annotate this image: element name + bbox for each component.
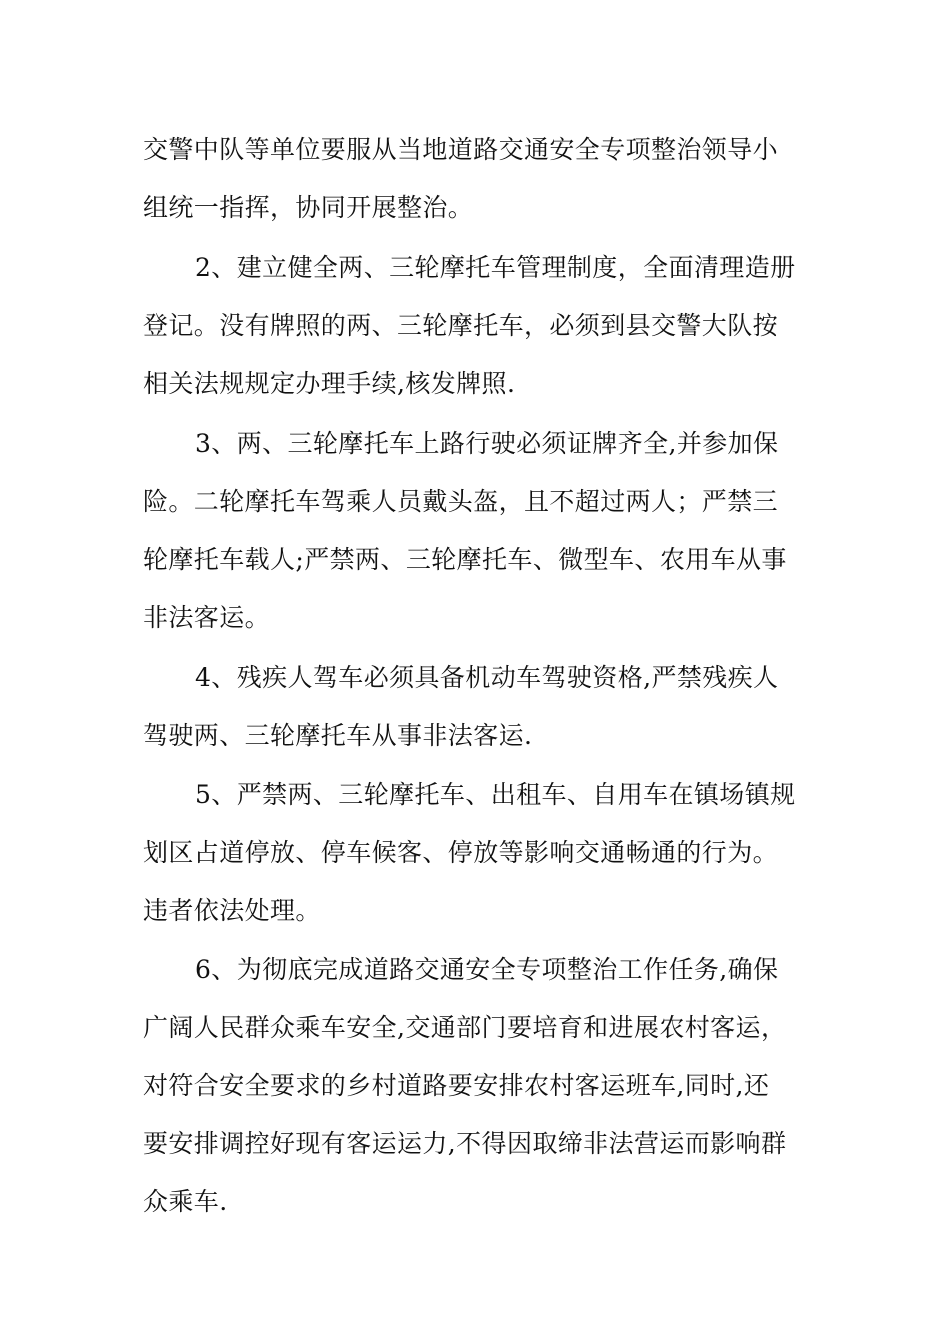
text-line: 对符合安全要求的乡村道路要安排农村客运班车,同时,还	[143, 1071, 770, 1100]
text-line: 险。二轮摩托车驾乘人员戴头盔，且不超过两人；严禁三	[143, 487, 779, 516]
text-line: 广阔人民群众乘车安全,交通部门要培育和进展农村客运，	[143, 1013, 787, 1042]
text-line: 非法客运。	[143, 603, 271, 632]
text-line: 登记。没有牌照的两、三轮摩托车，必须到县交警大队按	[143, 311, 779, 340]
text-line: 交警中队等单位要服从当地道路交通安全专项整治领导小	[143, 135, 779, 164]
text-line: 要安排调控好现有客运运力,不得因取缔非法营运而影响群	[143, 1129, 787, 1158]
text-line: 驾驶两、三轮摩托车从事非法客运.	[143, 721, 533, 750]
text-line: 划区占道停放、停车候客、停放等影响交通畅通的行为。	[143, 838, 779, 867]
paragraph-3-line: 3、两、三轮摩托车上路行驶必须证牌齐全,并参加保	[195, 429, 779, 458]
text-line: 相关法规规定办理手续,核发牌照.	[143, 369, 516, 398]
paragraph-5-line: 5、严禁两、三轮摩托车、出租车、自用车在镇场镇规	[195, 780, 796, 809]
paragraph-6-line: 6、为彻底完成道路交通安全专项整治工作任务,确保	[195, 955, 779, 984]
text-line: 众乘车.	[143, 1187, 228, 1216]
text-line: 违者依法处理。	[143, 896, 321, 925]
text-line: 轮摩托车载人;严禁两、三轮摩托车、微型车、农用车从事	[143, 545, 787, 574]
paragraph-4-line: 4、残疾人驾车必须具备机动车驾驶资格,严禁残疾人	[195, 663, 779, 692]
text-line: 组统一指挥，协同开展整治。	[143, 193, 474, 222]
paragraph-2-line: 2、建立健全两、三轮摩托车管理制度，全面清理造册	[195, 253, 796, 282]
